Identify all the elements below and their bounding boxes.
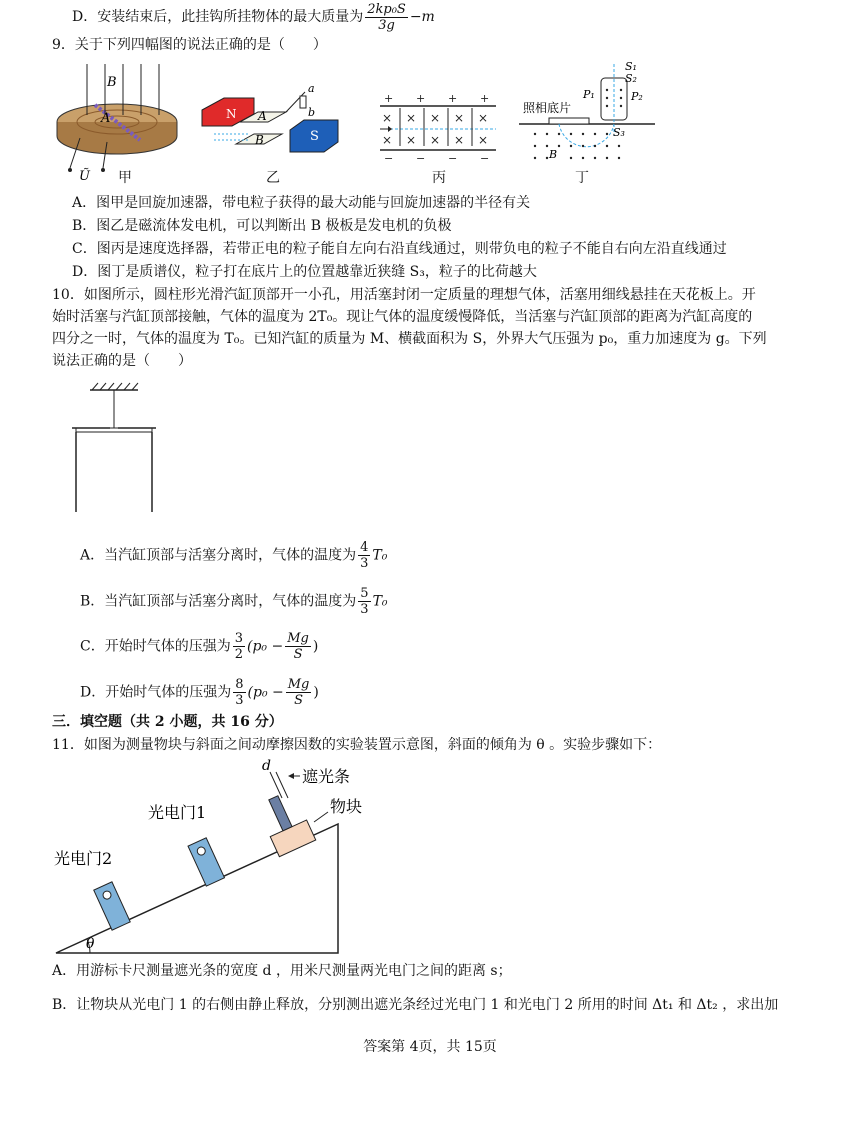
q10-stem-line-2: 始时活塞与汽缸顶部接触，气体的温度为 2T₀。现让气体的温度缓慢降低，当活塞与汽缸顶部的距离为汽缸高度的 — [52, 309, 753, 325]
gate-1-label: 光电门1 — [148, 803, 207, 822]
svg-text:×: × — [478, 133, 489, 147]
q9-stem: 9．关于下列四幅图的说法正确的是（ ） — [52, 37, 327, 53]
block-label: 物块 — [330, 797, 363, 816]
q10-option-a: A．当汽缸顶部与活塞分离时，气体的温度为 $\frac{4}{3}$ T₀ — [80, 540, 388, 571]
q10-c-mg-fraction: $\frac{Mg}{S}$ — [287, 631, 309, 662]
q10-a-fraction: $\frac{4}{3}$ — [360, 540, 369, 571]
q10-option-b: B．当汽缸顶部与活塞分离时，气体的温度为 $\frac{5}{3}$ T₀ — [80, 586, 388, 617]
fig-label-jia: 甲 — [118, 170, 132, 186]
q11-step-a: A．用游标卡尺测量遮光条的宽度 d ，用米尺测量两光电门之间的距离 s； — [52, 963, 512, 979]
ding-s2: S₂ — [625, 72, 637, 85]
q10-stem-line-1: 10．如图所示，圆柱形光滑汽缸顶部开一小孔，用活塞封闭一定质量的理想气体，活塞用细线悬挂在天花板上。开 — [52, 287, 756, 303]
q11-incline-figure — [52, 756, 382, 956]
svg-text:×: × — [430, 111, 441, 125]
jia-b-label: B — [107, 75, 117, 90]
q9-figure-ding — [515, 60, 660, 180]
jia-u-label: Ũ — [79, 169, 90, 184]
svg-text:+: + — [480, 92, 490, 105]
yi-term-a: a — [308, 82, 315, 95]
svg-text:×: × — [382, 111, 393, 125]
svg-text:×: × — [454, 133, 465, 147]
svg-text:+: + — [416, 92, 426, 105]
svg-text:−: − — [480, 152, 490, 164]
q9-option-d: D．图丁是质谱仪，粒子打在底片上的位置越靠近狭缝 S₃，粒子的比荷越大 — [72, 264, 537, 280]
q9-figure-jia — [45, 60, 195, 185]
ding-s3: S₃ — [613, 126, 625, 139]
yi-b-label: B — [255, 133, 264, 147]
svg-text:×: × — [406, 111, 417, 125]
q10-option-d: D．开始时气体的压强为 $\frac{8}{3}$ (p₀ − $\frac{Mg}{S}$ ) — [80, 677, 319, 708]
svg-text:−: − — [448, 152, 458, 164]
q11-step-b: B．让物块从光电门 1 的右侧由静止释放，分别测出遮光条经过光电门 1 和光电门 2 所用的时间 Δt₁ 和 Δt₂ ，求出加 — [52, 997, 779, 1013]
q10-d-mg-fraction: $\frac{Mg}{S}$ — [287, 677, 310, 708]
shade-strip-label: 遮光条 — [302, 767, 351, 786]
ding-film-label: 照相底片 — [523, 101, 572, 115]
jia-a-label: A — [101, 111, 111, 126]
q10-stem-line-3: 四分之一时，气体的温度为 T₀。已知汽缸的质量为 M、横截面积为 S，外界大气压强为 p₀，重力加速度为 g。下列 — [52, 331, 767, 347]
yi-n-label: N — [226, 107, 237, 121]
q10-stem-line-4: 说法正确的是（ ） — [52, 353, 192, 369]
svg-text:×: × — [406, 133, 417, 147]
gate-2-label: 光电门2 — [54, 849, 113, 868]
fig-label-bing: 丙 — [432, 170, 446, 186]
svg-text:+: + — [448, 92, 458, 105]
q10-cylinder-figure — [70, 382, 160, 517]
q10-option-c: C．开始时气体的压强为 $\frac{3}{2}$ (p₀ − $\frac{Mg}{S}$ ) — [80, 631, 319, 662]
ding-s1: S₁ — [625, 60, 637, 73]
q9-option-a: A．图甲是回旋加速器，带电粒子获得的最大动能与回旋加速器的半径有关 — [72, 195, 531, 211]
q10-c-fraction: $\frac{3}{2}$ — [234, 631, 243, 662]
q10-b-fraction: $\frac{5}{3}$ — [360, 586, 369, 617]
q9-option-b: B．图乙是磁流体发电机，可以判断出 B 极板是发电机的负极 — [72, 218, 452, 234]
d-label: d — [262, 758, 271, 774]
svg-text:−: − — [416, 152, 426, 164]
section-3-heading: 三．填空题（共 2 小题，共 16 分） — [52, 714, 283, 730]
svg-text:×: × — [430, 133, 441, 147]
svg-text:×: × — [382, 133, 393, 147]
yi-a-label: A — [258, 109, 267, 123]
yi-s-label: S — [310, 129, 319, 144]
q8-option-d: D．安装结束后，此挂钩所挂物体的最大质量为 $\frac{\text{2kp₀S}}{3g}$ −m — [72, 2, 435, 33]
svg-text:×: × — [478, 111, 489, 125]
q8-fraction: $\frac{\text{2kp₀S}}{3g}$ — [367, 2, 406, 33]
fig-label-ding: 丁 — [575, 170, 589, 186]
q11-stem: 11．如图为测量物块与斜面之间动摩擦因数的实验装置示意图，斜面的倾角为 θ 。实验步骤如下： — [52, 737, 662, 753]
svg-text:+: + — [384, 92, 394, 105]
ding-p2: P₂ — [631, 90, 643, 103]
svg-text:×: × — [454, 111, 465, 125]
page-footer: 答案第 4页，共 15页 — [363, 1039, 497, 1055]
svg-text:−: − — [384, 152, 394, 164]
ding-p1: P₁ — [583, 88, 595, 101]
q10-d-fraction: $\frac{8}{3}$ — [235, 677, 244, 708]
yi-term-b: b — [308, 106, 316, 119]
theta-label: θ — [86, 936, 95, 952]
ding-b-label: B — [549, 148, 558, 161]
q9-figure-yi — [200, 82, 345, 157]
fig-label-yi: 乙 — [266, 170, 280, 186]
q9-figure-bing — [378, 92, 503, 164]
q9-option-c: C．图丙是速度选择器，若带正电的粒子能自左向右沿直线通过，则带负电的粒子不能自右向左沿直线通过 — [72, 241, 727, 257]
